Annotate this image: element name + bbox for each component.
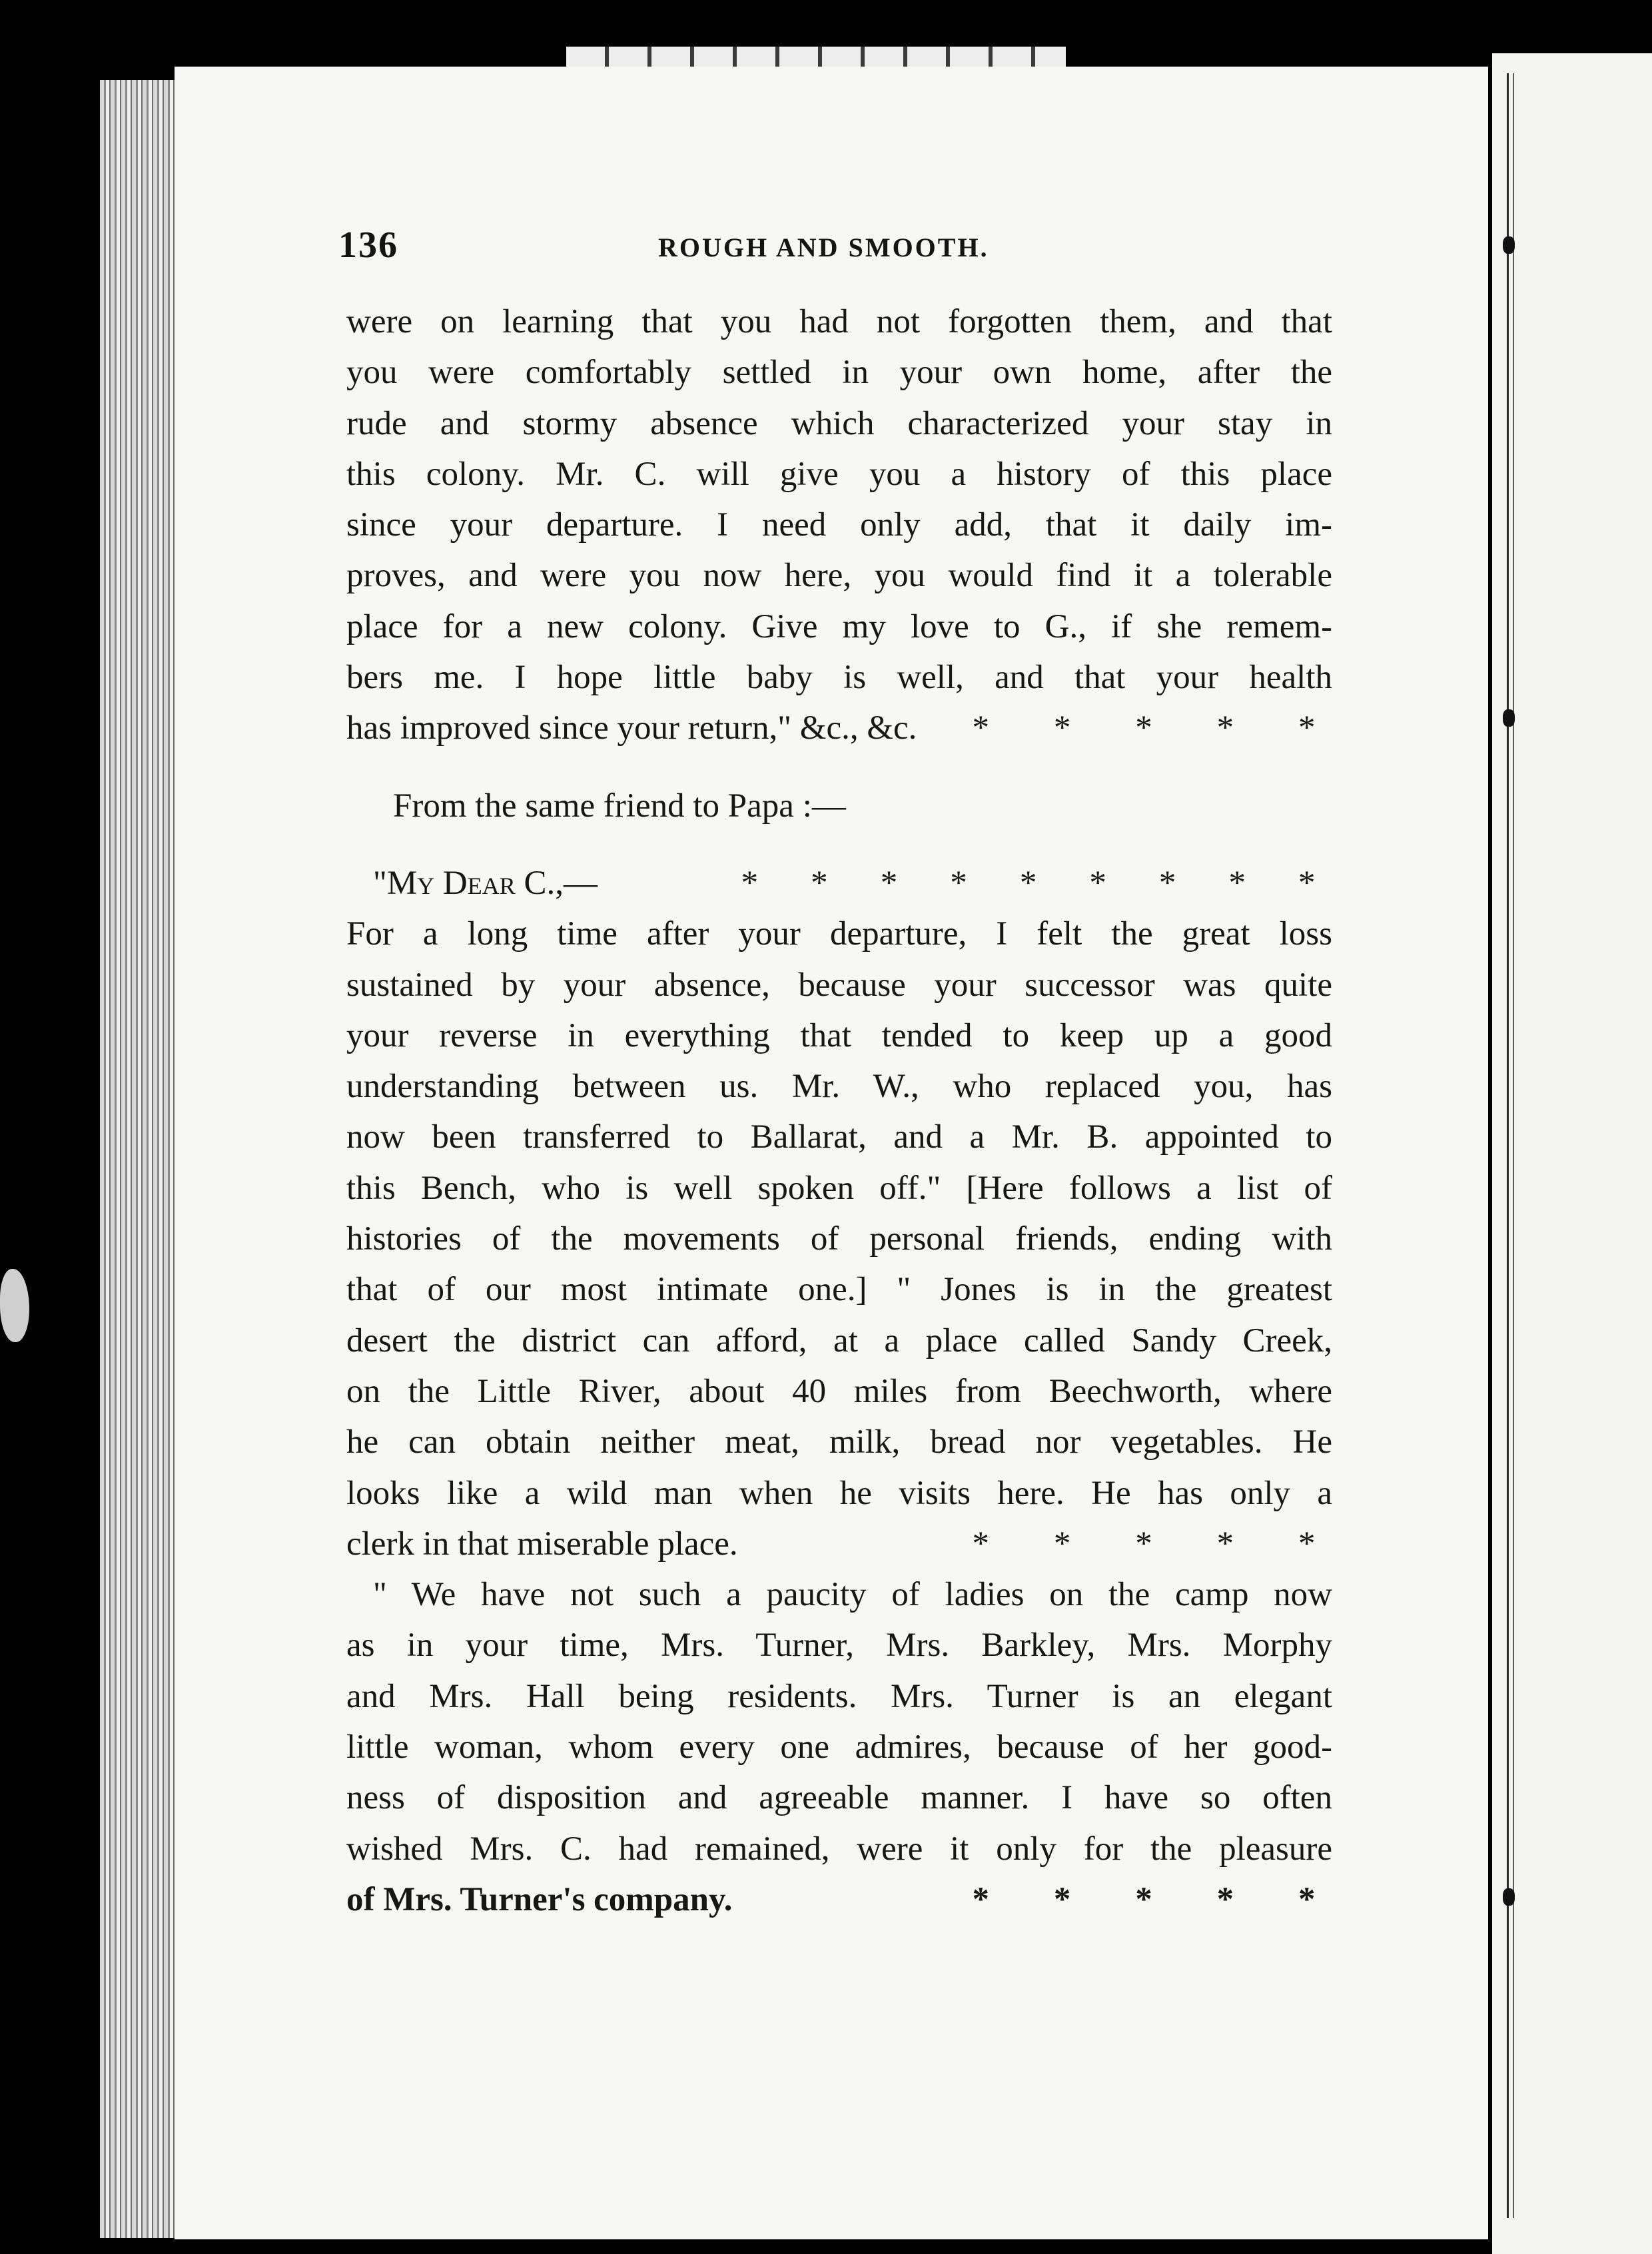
- binding-stitch: [1503, 709, 1515, 727]
- text-line: proves, and were you now here, you would find it a tolerable: [346, 557, 1332, 595]
- text-line: wished Mrs. C. had remained, were it only for the pleasure: [346, 1830, 1332, 1868]
- binding-stitch: [1503, 236, 1515, 254]
- text-line: clerk in that miserable place. * * * * *: [346, 1519, 1332, 1569]
- running-head: ROUGH AND SMOOTH.: [658, 232, 989, 262]
- text-line: histories of the movements of personal friends, ending with: [346, 1220, 1332, 1258]
- text-line: " We have not such a paucity of ladies on the camp now: [373, 1576, 1332, 1614]
- asterisk-row: * * * * *: [972, 709, 1316, 747]
- text-line: of Mrs. Turner's company. * * * * *: [346, 1874, 1332, 1925]
- page-edges: [100, 80, 187, 2238]
- salutation-line: "My Dear C.,— * * * * * * * * *: [346, 858, 1332, 909]
- text-line: this Bench, who is well spoken off." [Here follows a list of: [346, 1169, 1332, 1207]
- text-line: From the same friend to Papa :—: [393, 787, 846, 825]
- asterisk-row: * * * * *: [972, 1525, 1316, 1563]
- text-line: that of our most intimate one.] " Jones is in the greatest: [346, 1271, 1332, 1309]
- text-line: bers me. I hope little baby is well, and that your health: [346, 659, 1332, 697]
- text-line: now been transferred to Ballarat, and a Mr. B. appointed to: [346, 1118, 1332, 1156]
- text-line: and Mrs. Hall being residents. Mrs. Turner is an elegant: [346, 1677, 1332, 1715]
- text-line: looks like a wild man when he visits here. He has only a: [346, 1474, 1332, 1512]
- text-line: you were comfortably settled in your own home, after the: [346, 354, 1332, 392]
- asterisk-row: * * * * *: [972, 1880, 1316, 1918]
- text-line: as in your time, Mrs. Turner, Mrs. Barkley, Mrs. Morphy: [346, 1627, 1332, 1665]
- asterisk-row: * * * * * * * * *: [741, 864, 1316, 902]
- text-line: on the Little River, about 40 miles from Beechworth, where: [346, 1372, 1332, 1410]
- binding-stitch: [1503, 1888, 1515, 1906]
- text-line: rude and stormy absence which characterized your stay in: [346, 404, 1332, 442]
- text-line: since your departure. I need only add, that it daily im-: [346, 506, 1332, 544]
- page-header: [338, 224, 1334, 277]
- facing-page-edge: [1492, 53, 1652, 2254]
- text-line: sustained by your absence, because your successor was quite: [346, 966, 1332, 1004]
- text-line: he can obtain neither meat, milk, bread nor vegetables. He: [346, 1423, 1332, 1461]
- text-line: place for a new colony. Give my love to G., if she remem-: [346, 607, 1332, 645]
- text-line: ness of disposition and agreeable manner. I have so often: [346, 1779, 1332, 1817]
- text-line: For a long time after your departure, I felt the great loss: [346, 915, 1332, 953]
- text-line: this colony. Mr. C. will give you a history of this place: [346, 455, 1332, 493]
- text-line: has improved since your return," &c., &c. * * * * *: [346, 703, 1332, 753]
- text-line: little woman, whom every one admires, because of her good-: [346, 1728, 1332, 1766]
- scan-speck: [0, 1269, 29, 1342]
- page-number: 136: [338, 224, 398, 266]
- text-line: your reverse in everything that tended to keep up a good: [346, 1016, 1332, 1054]
- text-line: understanding between us. Mr. W., who replaced you, has: [346, 1068, 1332, 1106]
- body-text: [346, 296, 1332, 1925]
- text-line: desert the district can afford, at a place called Sandy Creek,: [346, 1321, 1332, 1359]
- text-line: were on learning that you had not forgotten them, and that: [346, 303, 1332, 340]
